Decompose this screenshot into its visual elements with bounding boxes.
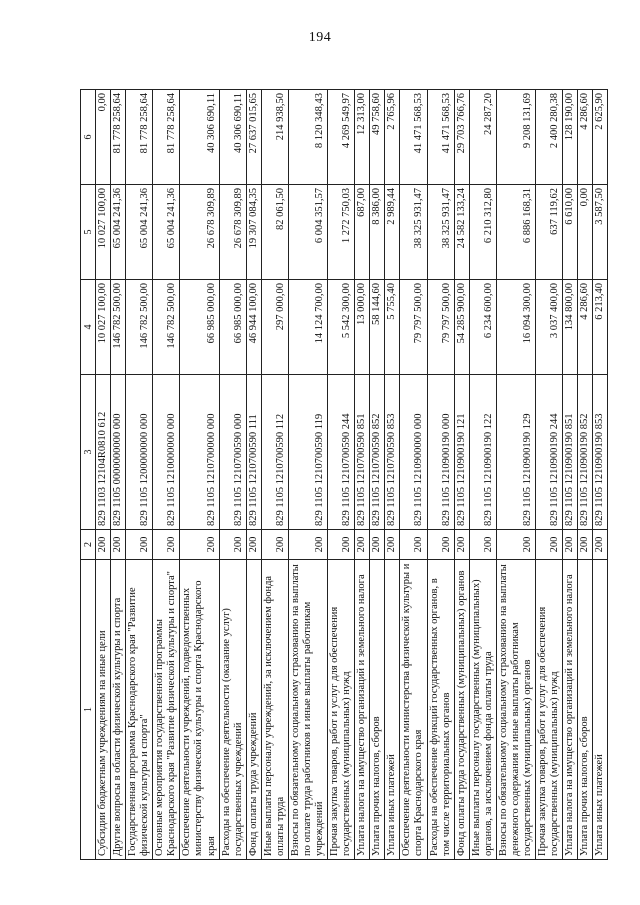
header-col-4: 4 <box>81 280 96 375</box>
row-classification-code-cell: 829 1105 1210900190 000 <box>427 375 454 530</box>
row-plan-amount-cell: 146 782 500,00 <box>126 280 153 375</box>
row-remainder-amount-cell: 8 120 348,43 <box>288 90 327 185</box>
row-admin-code-cell: 200 <box>469 530 496 560</box>
row-actual-amount-cell: 38 325 931,47 <box>427 185 454 280</box>
row-classification-code-cell: 829 1105 1210900190 122 <box>469 375 496 530</box>
row-actual-amount-cell: 6 886 168,31 <box>496 185 535 280</box>
row-classification-code-cell: 829 1105 1210000000 000 <box>153 375 180 530</box>
row-classification-code-cell: 829 1105 1210900190 852 <box>578 375 593 530</box>
header-col-5: 5 <box>81 185 96 280</box>
row-remainder-amount-cell: 40 306 690,11 <box>219 90 246 185</box>
row-plan-amount-cell: 5 755,40 <box>385 280 400 375</box>
row-admin-code-cell: 200 <box>385 530 400 560</box>
row-actual-amount-cell: 3 587,50 <box>593 185 608 280</box>
row-remainder-amount-cell: 41 471 568,53 <box>400 90 427 185</box>
row-actual-amount-cell: 1 272 750,03 <box>328 185 355 280</box>
row-actual-amount-cell: 26 678 309,89 <box>219 185 246 280</box>
row-classification-code-cell: 829 1105 1210900190 121 <box>454 375 469 530</box>
row-name-cell: Государственная программа Краснодарского края "Развитие физической культуры и спорта" <box>126 560 153 860</box>
header-col-1: 1 <box>81 560 96 860</box>
table-row <box>496 90 535 860</box>
row-classification-code-cell: 829 1105 0000000000 000 <box>111 375 126 530</box>
row-name-cell: Субсидии бюджетным учреждениям на иные цели <box>96 560 111 860</box>
row-remainder-amount-cell: 81 778 258,64 <box>111 90 126 185</box>
row-name-cell: Расходы на обеспечение функций государственных органов, в том числе территориальных органов <box>427 560 454 860</box>
row-actual-amount-cell: 26 678 309,89 <box>180 185 219 280</box>
row-classification-code-cell: 829 1105 1210700590 852 <box>370 375 385 530</box>
row-name-cell: Иные выплаты персоналу учреждений, за исключением фонда оплаты труда <box>261 560 288 860</box>
row-classification-code-cell: 829 1105 1210900190 853 <box>593 375 608 530</box>
row-name-cell: Взносы по обязательному социальному страхованию на выплаты по оплате труда работников и иные выплаты работникам учреждений <box>288 560 327 860</box>
row-classification-code-cell: 829 1105 1210900190 129 <box>496 375 535 530</box>
table-row <box>96 90 111 860</box>
row-plan-amount-cell: 79 797 500,00 <box>427 280 454 375</box>
row-actual-amount-cell: 10 027 100,00 <box>96 185 111 280</box>
row-plan-amount-cell: 66 985 000,00 <box>219 280 246 375</box>
row-admin-code-cell: 200 <box>400 530 427 560</box>
row-name-cell: Обеспечение деятельности министерства физической культуры и спорта Краснодарского края <box>400 560 427 860</box>
row-plan-amount-cell: 16 094 300,00 <box>496 280 535 375</box>
table-row <box>261 90 288 860</box>
row-classification-code-cell: 829 1105 1210700590 853 <box>385 375 400 530</box>
row-classification-code-cell: 829 1105 1210700590 851 <box>355 375 370 530</box>
row-name-cell: Расходы на обеспечение деятельности (оказание услуг) государственных учреждений <box>219 560 246 860</box>
row-name-cell: Уплата прочих налогов, сборов <box>578 560 593 860</box>
row-plan-amount-cell: 79 797 500,00 <box>400 280 427 375</box>
row-admin-code-cell: 200 <box>288 530 327 560</box>
row-actual-amount-cell: 8 386,00 <box>370 185 385 280</box>
table-row <box>400 90 427 860</box>
row-admin-code-cell: 200 <box>180 530 219 560</box>
row-actual-amount-cell: 38 325 931,47 <box>400 185 427 280</box>
table-row <box>126 90 153 860</box>
row-classification-code-cell: 829 1105 1210700590 112 <box>261 375 288 530</box>
row-remainder-amount-cell: 4 286,60 <box>578 90 593 185</box>
row-remainder-amount-cell: 2 625,90 <box>593 90 608 185</box>
row-name-cell: Уплата налога на имущество организаций и земельного налога <box>355 560 370 860</box>
row-remainder-amount-cell: 41 471 568,53 <box>427 90 454 185</box>
row-plan-amount-cell: 6 213,40 <box>593 280 608 375</box>
row-remainder-amount-cell: 24 287,20 <box>469 90 496 185</box>
table-row <box>370 90 385 860</box>
row-actual-amount-cell: 2 989,44 <box>385 185 400 280</box>
row-admin-code-cell: 200 <box>355 530 370 560</box>
row-classification-code-cell: 829 1103 12104R0810 612 <box>96 375 111 530</box>
row-name-cell: Прочая закупка товаров, работ и услуг для обеспечения государственных (муниципальных) нужд <box>328 560 355 860</box>
row-plan-amount-cell: 5 542 300,00 <box>328 280 355 375</box>
row-classification-code-cell: 829 1105 1210700590 000 <box>219 375 246 530</box>
table-row <box>328 90 355 860</box>
row-name-cell: Другие вопросы в области физической культуры и спорта <box>111 560 126 860</box>
table-row <box>563 90 578 860</box>
row-name-cell: Прочая закупка товаров, работ и услуг для обеспечения государственных (муниципальных) нужд <box>536 560 563 860</box>
table-row <box>355 90 370 860</box>
page-number: 194 <box>308 30 332 45</box>
row-plan-amount-cell: 146 782 500,00 <box>111 280 126 375</box>
row-name-cell: Фонд оплаты труда государственных (муниципальных) органов <box>454 560 469 860</box>
row-remainder-amount-cell: 27 637 015,65 <box>246 90 261 185</box>
row-remainder-amount-cell: 2 400 280,38 <box>536 90 563 185</box>
row-name-cell: Уплата иных платежей <box>593 560 608 860</box>
header-col-6: 6 <box>81 90 96 185</box>
row-actual-amount-cell: 82 061,50 <box>261 185 288 280</box>
row-plan-amount-cell: 3 037 400,00 <box>536 280 563 375</box>
row-actual-amount-cell: 65 004 241,36 <box>126 185 153 280</box>
table-row <box>385 90 400 860</box>
table-row <box>454 90 469 860</box>
row-remainder-amount-cell: 81 778 258,64 <box>153 90 180 185</box>
row-name-cell: Уплата налога на имущество организаций и земельного налога <box>563 560 578 860</box>
row-actual-amount-cell: 0,00 <box>578 185 593 280</box>
table-header-row <box>81 90 96 860</box>
row-remainder-amount-cell: 4 269 549,97 <box>328 90 355 185</box>
table-row <box>427 90 454 860</box>
row-actual-amount-cell: 687,00 <box>355 185 370 280</box>
row-classification-code-cell: 829 1105 1210900190 851 <box>563 375 578 530</box>
row-name-cell: Уплата прочих налогов, сборов <box>370 560 385 860</box>
row-classification-code-cell: 829 1105 1210700590 119 <box>288 375 327 530</box>
row-remainder-amount-cell: 29 703 766,76 <box>454 90 469 185</box>
row-plan-amount-cell: 58 144,60 <box>370 280 385 375</box>
row-plan-amount-cell: 66 985 000,00 <box>180 280 219 375</box>
row-plan-amount-cell: 10 027 100,00 <box>96 280 111 375</box>
row-name-cell: Основные мероприятия государственной программы Краснодарского края "Развитие физической культуры и спорта" <box>153 560 180 860</box>
row-admin-code-cell: 200 <box>261 530 288 560</box>
row-plan-amount-cell: 297 000,00 <box>261 280 288 375</box>
table-row <box>153 90 180 860</box>
row-plan-amount-cell: 46 944 100,00 <box>246 280 261 375</box>
table-row <box>288 90 327 860</box>
table-row <box>111 90 126 860</box>
row-name-cell: Взносы по обязательному социальному страхованию на выплаты денежного содержания и иные выплаты работникам государственных (муниципальных) органов <box>496 560 535 860</box>
row-admin-code-cell: 200 <box>593 530 608 560</box>
table-row <box>578 90 593 860</box>
row-remainder-amount-cell: 40 306 690,11 <box>180 90 219 185</box>
rotated-table-frame <box>80 90 606 860</box>
row-remainder-amount-cell: 0,00 <box>96 90 111 185</box>
rotated-table-content <box>80 90 606 860</box>
row-classification-code-cell: 829 1105 1210900000 000 <box>400 375 427 530</box>
row-actual-amount-cell: 19 307 084,35 <box>246 185 261 280</box>
row-remainder-amount-cell: 2 765,96 <box>385 90 400 185</box>
row-remainder-amount-cell: 81 778 258,64 <box>126 90 153 185</box>
row-admin-code-cell: 200 <box>427 530 454 560</box>
row-plan-amount-cell: 4 286,60 <box>578 280 593 375</box>
table-row <box>246 90 261 860</box>
row-plan-amount-cell: 146 782 500,00 <box>153 280 180 375</box>
row-actual-amount-cell: 6 004 351,57 <box>288 185 327 280</box>
table-row <box>180 90 219 860</box>
row-plan-amount-cell: 14 124 700,00 <box>288 280 327 375</box>
row-classification-code-cell: 829 1105 1210900190 244 <box>536 375 563 530</box>
row-remainder-amount-cell: 128 190,00 <box>563 90 578 185</box>
row-admin-code-cell: 200 <box>370 530 385 560</box>
row-admin-code-cell: 200 <box>496 530 535 560</box>
row-admin-code-cell: 200 <box>111 530 126 560</box>
row-actual-amount-cell: 65 004 241,36 <box>153 185 180 280</box>
row-remainder-amount-cell: 214 938,50 <box>261 90 288 185</box>
row-remainder-amount-cell: 12 313,00 <box>355 90 370 185</box>
row-name-cell: Обеспечение деятельности учреждений, подведомственных министерству физической культуры и спорта Краснодарского края <box>180 560 219 860</box>
row-actual-amount-cell: 6 610,00 <box>563 185 578 280</box>
row-admin-code-cell: 200 <box>578 530 593 560</box>
row-admin-code-cell: 200 <box>153 530 180 560</box>
row-actual-amount-cell: 65 004 241,36 <box>111 185 126 280</box>
row-name-cell: Фонд оплаты труда учреждений <box>246 560 261 860</box>
row-classification-code-cell: 829 1105 1210700590 111 <box>246 375 261 530</box>
row-admin-code-cell: 200 <box>126 530 153 560</box>
row-plan-amount-cell: 6 234 600,00 <box>469 280 496 375</box>
row-admin-code-cell: 200 <box>219 530 246 560</box>
row-classification-code-cell: 829 1105 1200000000 000 <box>126 375 153 530</box>
row-admin-code-cell: 200 <box>246 530 261 560</box>
header-col-2: 2 <box>81 530 96 560</box>
row-admin-code-cell: 200 <box>454 530 469 560</box>
table-row <box>593 90 608 860</box>
row-classification-code-cell: 829 1105 1210700590 244 <box>328 375 355 530</box>
table-row <box>219 90 246 860</box>
row-actual-amount-cell: 24 582 133,24 <box>454 185 469 280</box>
table-row <box>469 90 496 860</box>
row-admin-code-cell: 200 <box>328 530 355 560</box>
row-actual-amount-cell: 6 210 312,80 <box>469 185 496 280</box>
row-plan-amount-cell: 13 000,00 <box>355 280 370 375</box>
row-actual-amount-cell: 637 119,62 <box>536 185 563 280</box>
row-admin-code-cell: 200 <box>563 530 578 560</box>
row-plan-amount-cell: 54 285 900,00 <box>454 280 469 375</box>
table-row <box>536 90 563 860</box>
row-classification-code-cell: 829 1105 1210700000 000 <box>180 375 219 530</box>
row-remainder-amount-cell: 9 208 131,69 <box>496 90 535 185</box>
row-plan-amount-cell: 134 800,00 <box>563 280 578 375</box>
row-name-cell: Уплата иных платежей <box>385 560 400 860</box>
header-col-3: 3 <box>81 375 96 530</box>
budget-execution-table <box>80 89 608 860</box>
row-admin-code-cell: 200 <box>536 530 563 560</box>
row-admin-code-cell: 200 <box>96 530 111 560</box>
row-name-cell: Иные выплаты персоналу государственных (муниципальных) органов, за исключением фонда оплаты труда <box>469 560 496 860</box>
row-remainder-amount-cell: 49 758,60 <box>370 90 385 185</box>
